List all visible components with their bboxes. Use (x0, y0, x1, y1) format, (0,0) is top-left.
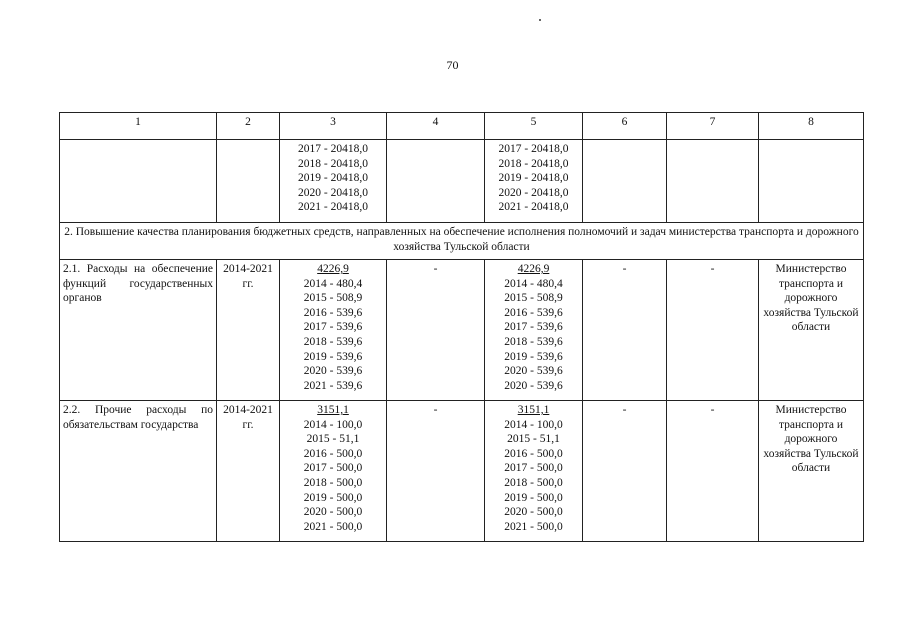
year-value: 2021 - 20418,0 (298, 201, 368, 214)
year-value: 2020 - 20418,0 (498, 186, 569, 199)
year-value: 2014 - 480,4 (303, 277, 363, 290)
year-value: 2014 - 100,0 (504, 418, 563, 431)
item-period: 2014-2021 гг. (217, 260, 280, 401)
year-value: 2020 - 539,6 (303, 365, 363, 378)
year-value: 2016 - 539,6 (504, 306, 563, 319)
section-title: 2. Повышение качества планирования бюджетных средств, направленных на обеспечение исполнения полномочий и задач министерства транспорта и дорожного хозяйства Тульской области (60, 223, 864, 260)
item-period: 2014-2021 гг. (217, 401, 280, 542)
item-col5 (485, 260, 583, 401)
year-value: 2016 - 500,0 (504, 447, 563, 460)
scan-speck (539, 19, 541, 21)
cont-col7 (667, 140, 759, 223)
year-value: 2020 - 500,0 (504, 506, 563, 519)
col-header-7: 7 (667, 113, 759, 140)
year-value: 2019 - 539,6 (303, 350, 363, 363)
section-row (60, 223, 864, 260)
budget-table (59, 112, 864, 542)
item-col3 (280, 401, 387, 542)
item-col4: - (387, 260, 485, 401)
year-value: 2015 - 508,9 (303, 292, 363, 305)
total-value: 4226,9 (317, 263, 349, 275)
item-col3 (280, 260, 387, 401)
year-value: 2021 - 20418,0 (498, 201, 569, 214)
cont-col6 (583, 140, 667, 223)
year-value: 2017 - 539,6 (504, 321, 563, 334)
cont-col5 (485, 140, 583, 223)
table-row (60, 401, 864, 542)
year-value: 2018 - 500,0 (303, 476, 363, 489)
year-value: 2014 - 100,0 (303, 418, 363, 431)
item-col5 (485, 401, 583, 542)
header-row (60, 113, 864, 140)
year-value: 2017 - 20418,0 (298, 143, 368, 155)
col-header-6: 6 (583, 113, 667, 140)
cont-col3 (280, 140, 387, 223)
year-value: 2018 - 539,6 (504, 335, 563, 348)
cont-col2 (217, 140, 280, 223)
col-header-4: 4 (387, 113, 485, 140)
item-col6: - (583, 260, 667, 401)
year-value: 2017 - 539,6 (303, 321, 363, 334)
col-header-1: 1 (60, 113, 217, 140)
year-value: 2017 - 500,0 (504, 462, 563, 475)
item-executor: Министерство транспорта и дорожного хозяйства Тульской области (759, 401, 864, 542)
year-value: 2021 - 539,6 (303, 379, 363, 392)
year-value: 2017 - 500,0 (303, 462, 363, 475)
year-value: 2021 - 500,0 (303, 520, 363, 533)
year-value: 2019 - 539,6 (504, 350, 563, 363)
item-col7: - (667, 260, 759, 401)
col-header-2: 2 (217, 113, 280, 140)
year-value: 2020 - 500,0 (303, 506, 363, 519)
year-value: 2015 - 51,1 (306, 433, 360, 446)
item-col6: - (583, 401, 667, 542)
year-value: 2019 - 500,0 (504, 491, 563, 504)
year-value: 2018 - 20418,0 (298, 157, 368, 170)
item-name: 2.1. Расходы на обеспечение функций государственных органов (60, 260, 217, 401)
year-value: 2020 - 20418,0 (298, 186, 368, 199)
year-value: 2015 - 51,1 (507, 433, 560, 446)
total-value: 3151,1 (317, 404, 349, 416)
col-header-5: 5 (485, 113, 583, 140)
year-value: 2019 - 20418,0 (298, 172, 368, 185)
year-value: 2019 - 500,0 (303, 491, 363, 504)
year-value: 2017 - 20418,0 (498, 143, 569, 155)
cont-col4 (387, 140, 485, 223)
item-executor: Министерство транспорта и дорожного хозяйства Тульской области (759, 260, 864, 401)
year-value: 2016 - 539,6 (303, 306, 363, 319)
cont-col8 (759, 140, 864, 223)
table-row (60, 260, 864, 401)
year-value: 2018 - 20418,0 (498, 157, 569, 170)
year-value: 2020 - 539,6 (504, 365, 563, 378)
item-col4: - (387, 401, 485, 542)
page-number: 70 (446, 58, 459, 72)
year-value: 2018 - 500,0 (504, 476, 563, 489)
continuation-row (60, 140, 864, 223)
year-value: 2019 - 20418,0 (498, 172, 569, 185)
year-value: 2021 - 500,0 (504, 520, 563, 533)
year-value: 2016 - 500,0 (303, 447, 363, 460)
cont-col1 (60, 140, 217, 223)
year-value: 2018 - 539,6 (303, 335, 363, 348)
col-header-3: 3 (280, 113, 387, 140)
col-header-8: 8 (759, 113, 864, 140)
year-value: 2015 - 508,9 (504, 292, 563, 305)
total-value: 3151,1 (517, 404, 550, 416)
total-value: 4226,9 (517, 263, 550, 275)
year-value: 2014 - 480,4 (504, 277, 563, 290)
item-name: 2.2. Прочие расходы по обязательствам государства (60, 401, 217, 542)
item-col7: - (667, 401, 759, 542)
year-value: 2020 - 539,6 (504, 379, 563, 392)
